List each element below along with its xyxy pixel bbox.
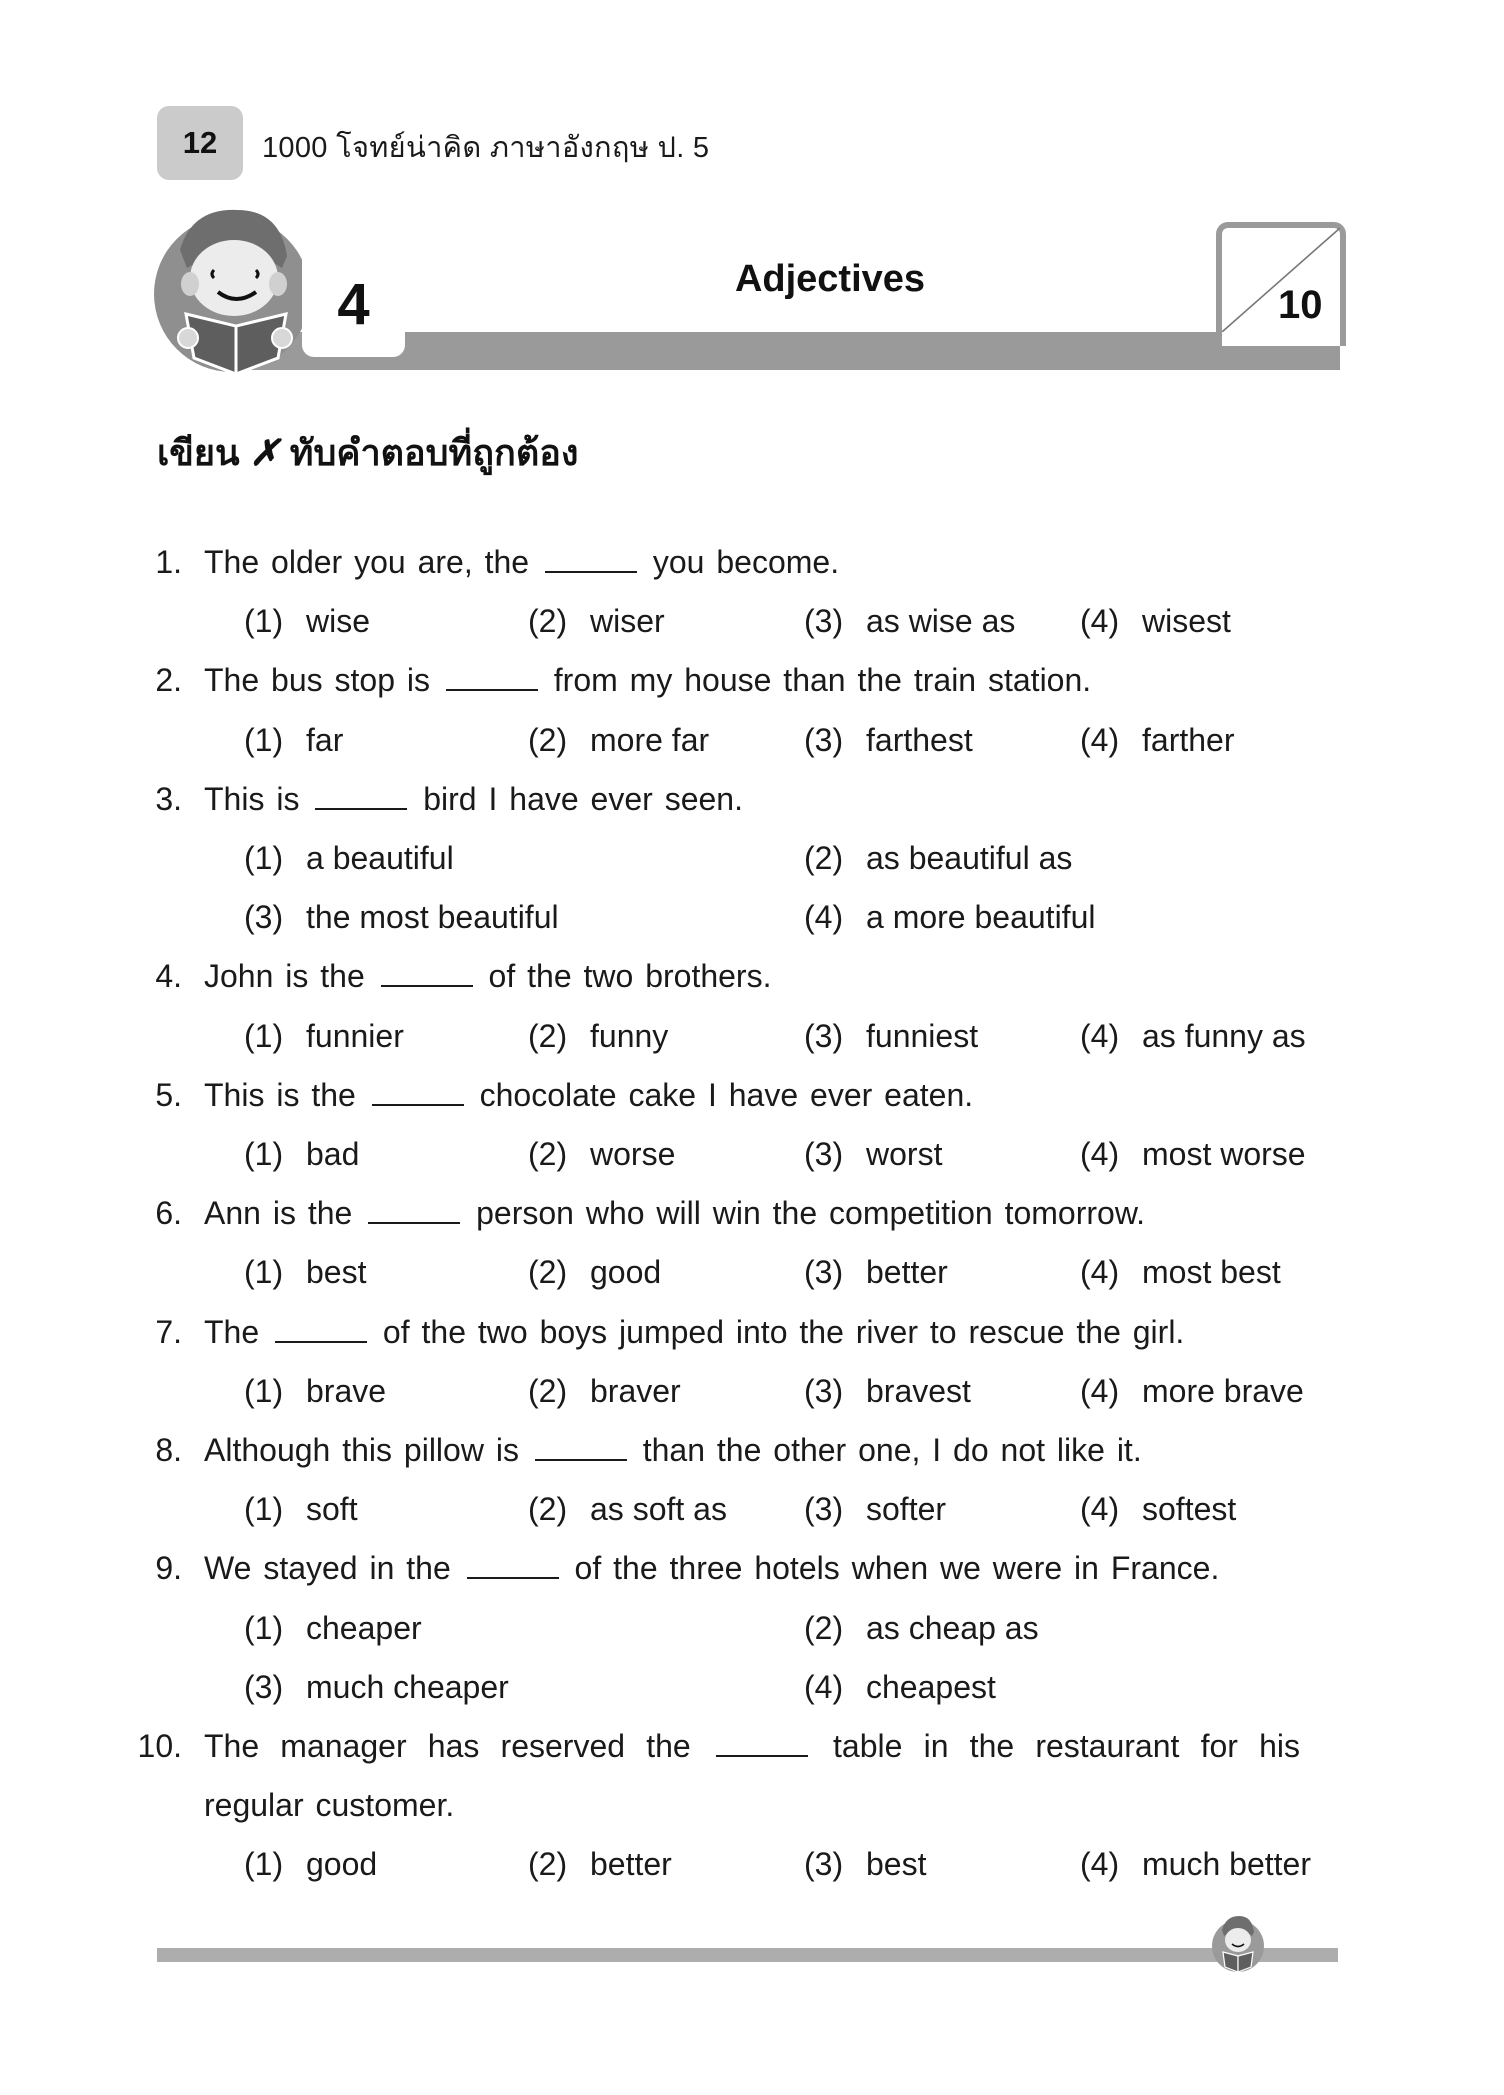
answer-option[interactable] [528, 599, 665, 643]
question-row [126, 1428, 1340, 1472]
option-number: (4) [804, 1668, 844, 1705]
option-number: (1) [244, 1491, 284, 1528]
page-number: 12 [182, 125, 218, 160]
question-text-part: you become. [640, 544, 840, 580]
question-text-part: Ann is the [204, 1195, 365, 1232]
question-number: 1. [155, 544, 182, 580]
question-text-part: John is the [204, 958, 377, 995]
answer-option[interactable] [528, 1250, 661, 1294]
answer-option[interactable] [244, 1014, 404, 1058]
option-text: bravest [866, 1372, 971, 1409]
answer-blank [446, 661, 538, 691]
option-text: wiser [590, 603, 665, 640]
option-text: best [306, 1254, 367, 1291]
reading-child-icon [152, 198, 322, 376]
option-text: soft [306, 1491, 358, 1528]
option-number: (3) [804, 603, 844, 640]
option-number: (4) [1080, 1017, 1120, 1054]
option-number: (2) [528, 1254, 568, 1291]
option-text: softer [866, 1491, 947, 1528]
option-text: good [306, 1846, 378, 1883]
options-row [126, 895, 1340, 939]
question-text-part: The [204, 1313, 272, 1350]
answer-option[interactable] [1080, 1132, 1306, 1176]
answer-option[interactable] [804, 1606, 1039, 1650]
answer-blank [716, 1727, 808, 1757]
options-row [126, 1132, 1340, 1176]
question-row [126, 1546, 1340, 1590]
question-text-part: person who will win the competition tomorrow. [464, 1195, 1146, 1232]
question-number: 6. [155, 1195, 182, 1232]
score-total: 10 [1278, 283, 1323, 327]
question-text-part: This is the [204, 1076, 368, 1113]
answer-option[interactable] [804, 1665, 996, 1709]
answer-blank [315, 780, 407, 810]
question-text-part: We stayed in the [204, 1550, 463, 1587]
option-number: (1) [244, 1846, 284, 1883]
instruction [157, 428, 578, 478]
question-row [126, 540, 1340, 584]
question-text-part: of the three hotels when we were in France. [562, 1550, 1220, 1587]
answer-option[interactable] [804, 836, 1072, 880]
answer-option[interactable] [1080, 718, 1234, 762]
option-text: more brave [1142, 1372, 1304, 1409]
question-number: 3. [155, 780, 182, 817]
question-number: 5. [155, 1076, 182, 1113]
answer-option[interactable] [1080, 1369, 1304, 1413]
answer-option[interactable] [1080, 1487, 1236, 1531]
answer-option[interactable] [528, 1132, 675, 1176]
question-text-part: Although this pillow is [204, 1432, 531, 1468]
page-number-box [157, 106, 243, 180]
answer-option[interactable] [1080, 599, 1231, 643]
option-number: (3) [804, 1136, 844, 1172]
question-number: 7. [155, 1313, 182, 1350]
question-row [126, 1191, 1340, 1235]
question-text [204, 1428, 1142, 1472]
question-text-part: This is [204, 780, 312, 817]
option-number: (4) [1080, 1491, 1120, 1528]
answer-option[interactable] [804, 1132, 942, 1176]
option-text: most best [1142, 1254, 1281, 1291]
answer-option[interactable] [244, 1606, 422, 1650]
reading-child-small-icon [1210, 1912, 1266, 1974]
options-row [126, 1369, 1340, 1413]
option-number: (4) [1080, 1846, 1120, 1883]
option-text: as cheap as [866, 1609, 1039, 1646]
option-text: good [590, 1254, 662, 1291]
option-text: worse [590, 1136, 676, 1172]
option-number: (1) [244, 603, 284, 640]
option-number: (2) [528, 1491, 568, 1528]
option-text: better [590, 1846, 672, 1883]
option-number: (4) [1080, 603, 1120, 640]
option-text: funnier [306, 1017, 404, 1054]
answer-option[interactable] [804, 1014, 978, 1058]
answer-option[interactable] [244, 1487, 358, 1531]
answer-option[interactable] [528, 1487, 727, 1531]
question-number: 8. [155, 1432, 182, 1468]
answer-option[interactable] [244, 1665, 509, 1709]
option-number: (4) [1080, 1136, 1120, 1172]
option-text: as funny as [1142, 1017, 1306, 1054]
question-text [204, 540, 839, 584]
question-text-part: of the two brothers. [476, 958, 772, 995]
question-text [204, 1783, 454, 1827]
option-text: as beautiful as [866, 840, 1073, 876]
question-text [204, 1724, 1300, 1768]
option-number: (3) [804, 1372, 844, 1409]
answer-blank [381, 957, 473, 987]
options-row [126, 1665, 1340, 1709]
question-text-part: chocolate cake I have ever eaten. [467, 1076, 974, 1113]
answer-option[interactable] [244, 718, 343, 762]
option-number: (1) [244, 1609, 284, 1646]
answer-option[interactable] [1080, 1842, 1311, 1886]
answer-option[interactable] [528, 1369, 681, 1413]
option-text: a beautiful [306, 840, 454, 876]
option-number: (3) [244, 1668, 284, 1705]
answer-blank [545, 543, 637, 573]
answer-option[interactable] [804, 1487, 946, 1531]
question-text [204, 1191, 1145, 1235]
answer-blank [368, 1194, 460, 1224]
option-number: (2) [528, 603, 568, 640]
question-text [204, 658, 1091, 702]
chapter-title: Adjectives [734, 258, 926, 300]
option-text: bad [306, 1136, 360, 1172]
answer-option[interactable] [244, 599, 370, 643]
option-number: (4) [1080, 1372, 1120, 1409]
option-text: much cheaper [306, 1668, 509, 1705]
question-row [126, 954, 1340, 998]
option-number: (2) [528, 1136, 568, 1172]
options-row [126, 1250, 1340, 1294]
option-text: brave [306, 1372, 387, 1409]
option-number: (1) [244, 1254, 284, 1291]
question-text-part: than the other one, I do not like it. [630, 1432, 1142, 1468]
option-number: (2) [528, 1372, 568, 1409]
question-text-part: The older you are, the [204, 544, 541, 580]
options-row [126, 1606, 1340, 1650]
option-number: (1) [244, 721, 284, 758]
option-text: farther [1142, 721, 1235, 758]
options-row [126, 1014, 1340, 1058]
option-number: (1) [244, 1136, 284, 1172]
chapter-number: 4 [337, 272, 370, 337]
question-row [126, 1073, 1340, 1117]
question-row [126, 1310, 1340, 1354]
option-text: more far [590, 721, 710, 758]
option-number: (4) [804, 899, 844, 936]
option-text: better [866, 1254, 948, 1291]
answer-option[interactable] [244, 1369, 386, 1413]
answer-option[interactable] [1080, 1250, 1281, 1294]
answer-option[interactable] [804, 718, 973, 762]
option-number: (1) [244, 1017, 284, 1054]
question-number: 2. [155, 662, 182, 699]
question-text-part: table in the restaurant for his [811, 1728, 1301, 1764]
question-text-part: of the two boys jumped into the river to rescue the girl. [371, 1313, 1185, 1350]
footer-bar [157, 1948, 1338, 1962]
answer-option[interactable] [244, 836, 454, 880]
option-number: (2) [528, 721, 568, 758]
question-text [204, 777, 743, 821]
option-text: softest [1142, 1491, 1237, 1528]
answer-blank [275, 1313, 367, 1343]
instruction-text-after: ทับคำตอบที่ถูกต้อง [289, 432, 579, 473]
question-text-part: The manager has reserved the [204, 1728, 712, 1764]
instruction-text-before: เขียน [157, 432, 240, 473]
answer-option[interactable] [528, 1842, 672, 1886]
option-text: most worse [1142, 1136, 1306, 1172]
question-text [204, 1546, 1219, 1590]
option-number: (3) [804, 1491, 844, 1528]
option-text: worst [866, 1136, 943, 1172]
option-text: best [866, 1846, 927, 1883]
options-row [126, 836, 1340, 880]
question-row [126, 1724, 1340, 1768]
question-text [204, 954, 771, 998]
answer-option[interactable] [528, 1014, 668, 1058]
question-text [204, 1073, 973, 1117]
option-text: farthest [866, 721, 973, 758]
options-row [126, 1842, 1340, 1886]
option-number: (3) [804, 1846, 844, 1883]
answer-option[interactable] [244, 1842, 377, 1886]
option-number: (1) [244, 1372, 284, 1409]
question-text-part: The bus stop is [204, 662, 442, 699]
question-row [126, 777, 1340, 821]
option-text: a more beautiful [866, 899, 1096, 936]
option-number: (2) [804, 840, 844, 876]
question-text [204, 1310, 1184, 1354]
option-text: as wise as [866, 603, 1016, 640]
question-number: 10. [137, 1728, 182, 1764]
options-row [126, 1487, 1340, 1531]
answer-option[interactable] [804, 1250, 948, 1294]
option-text: wise [306, 603, 371, 640]
answer-option[interactable] [804, 599, 1015, 643]
question-text-part: from my house than the train station. [541, 662, 1092, 699]
answer-option[interactable] [244, 1250, 366, 1294]
option-text: much better [1142, 1846, 1311, 1883]
answer-blank [372, 1076, 464, 1106]
answer-option[interactable] [804, 1842, 926, 1886]
answer-option[interactable] [804, 1369, 971, 1413]
question-text-part: bird I have ever seen. [411, 780, 743, 817]
question-row [126, 658, 1340, 702]
option-text: wisest [1142, 603, 1231, 640]
option-number: (3) [804, 1017, 844, 1054]
answer-blank [467, 1549, 559, 1579]
option-number: (2) [528, 1846, 568, 1883]
question-continuation-row [126, 1783, 1340, 1827]
options-row [126, 718, 1340, 762]
cross-mark-icon: ✗ [249, 432, 280, 473]
option-text: the most beautiful [306, 899, 559, 936]
option-text: braver [590, 1372, 681, 1409]
question-number: 4. [155, 958, 182, 995]
option-text: funniest [866, 1017, 979, 1054]
question-number: 9. [155, 1550, 182, 1587]
options-row [126, 599, 1340, 643]
answer-option[interactable] [244, 895, 559, 939]
option-number: (2) [804, 1609, 844, 1646]
option-number: (3) [244, 899, 284, 936]
option-text: cheaper [306, 1609, 422, 1646]
option-number: (1) [244, 840, 284, 876]
option-text: far [306, 721, 344, 758]
option-number: (2) [528, 1017, 568, 1054]
option-number: (3) [804, 721, 844, 758]
option-text: cheapest [866, 1668, 996, 1705]
option-text: funny [590, 1017, 669, 1054]
option-number: (4) [1080, 1254, 1120, 1291]
option-text: as soft as [590, 1491, 727, 1528]
option-number: (4) [1080, 721, 1120, 758]
answer-blank [535, 1431, 627, 1461]
book-title: 1000 โจทย์น่าคิด ภาษาอังกฤษ ป. 5 [262, 132, 710, 164]
answer-option[interactable] [1080, 1014, 1306, 1058]
option-number: (3) [804, 1254, 844, 1291]
answer-option[interactable] [804, 895, 1095, 939]
question-text-part: regular customer. [204, 1787, 455, 1824]
answer-option[interactable] [244, 1132, 359, 1176]
answer-option[interactable] [528, 718, 709, 762]
